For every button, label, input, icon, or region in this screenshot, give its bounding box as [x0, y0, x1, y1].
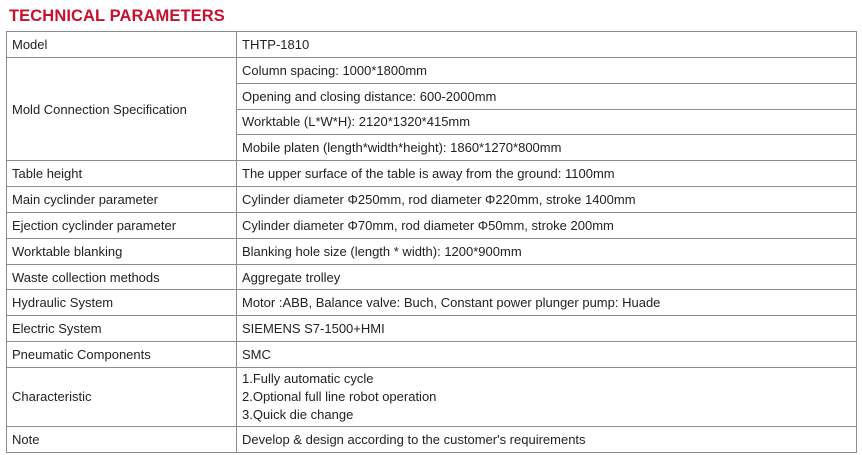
row-value: THTP-1810 — [237, 32, 857, 58]
row-label: Model — [7, 32, 237, 58]
row-value: Blanking hole size (length * width): 1200*900mm — [237, 238, 857, 264]
row-value: Worktable (L*W*H): 2120*1320*415mm — [237, 109, 857, 135]
row-value: Aggregate trolley — [237, 264, 857, 290]
row-label: Worktable blanking — [7, 238, 237, 264]
table-row-mold-connection — [7, 57, 857, 83]
row-value: SIEMENS S7-1500+HMI — [237, 316, 857, 342]
table-row — [7, 161, 857, 187]
row-label: Table height — [7, 161, 237, 187]
characteristic-item: 2.Optional full line robot operation — [242, 388, 437, 404]
characteristic-item: 1.Fully automatic cycle — [242, 370, 374, 386]
row-value: Cylinder diameter Φ250mm, rod diameter Φ220mm, stroke 1400mm — [237, 187, 857, 213]
row-value: Mobile platen (length*width*height): 1860*1270*800mm — [237, 135, 857, 161]
row-value: Cylinder diameter Φ70mm, rod diameter Φ50mm, stroke 200mm — [237, 212, 857, 238]
row-value: Column spacing: 1000*1800mm — [237, 57, 857, 83]
row-label: Pneumatic Components — [7, 342, 237, 368]
row-value: SMC — [237, 342, 857, 368]
table-row-model — [7, 32, 857, 58]
characteristic-item: 3.Quick die change — [242, 406, 354, 422]
row-label: Ejection cyclinder parameter — [7, 212, 237, 238]
technical-parameters-table — [6, 31, 857, 453]
table-row-note — [7, 426, 857, 452]
page-title: TECHNICAL PARAMETERS — [9, 7, 225, 25]
table-row — [7, 264, 857, 290]
table-row-characteristic — [7, 367, 857, 426]
row-value: The upper surface of the table is away from the ground: 1100mm — [237, 161, 857, 187]
row-label: Hydraulic System — [7, 290, 237, 316]
row-label: Main cyclinder parameter — [7, 187, 237, 213]
row-label: Mold Connection Specification — [7, 57, 237, 160]
row-label: Waste collection methods — [7, 264, 237, 290]
row-label: Characteristic — [7, 367, 237, 426]
table-row — [7, 187, 857, 213]
table-row — [7, 238, 857, 264]
row-value: Develop & design according to the customer's requirements — [237, 426, 857, 452]
row-value-list — [237, 367, 857, 426]
row-value: Motor :ABB, Balance valve: Buch, Constant power plunger pump: Huade — [237, 290, 857, 316]
table-row — [7, 316, 857, 342]
table-row — [7, 342, 857, 368]
table-row — [7, 212, 857, 238]
row-label: Note — [7, 426, 237, 452]
row-value: Opening and closing distance: 600-2000mm — [237, 83, 857, 109]
row-label: Electric System — [7, 316, 237, 342]
table-row — [7, 290, 857, 316]
